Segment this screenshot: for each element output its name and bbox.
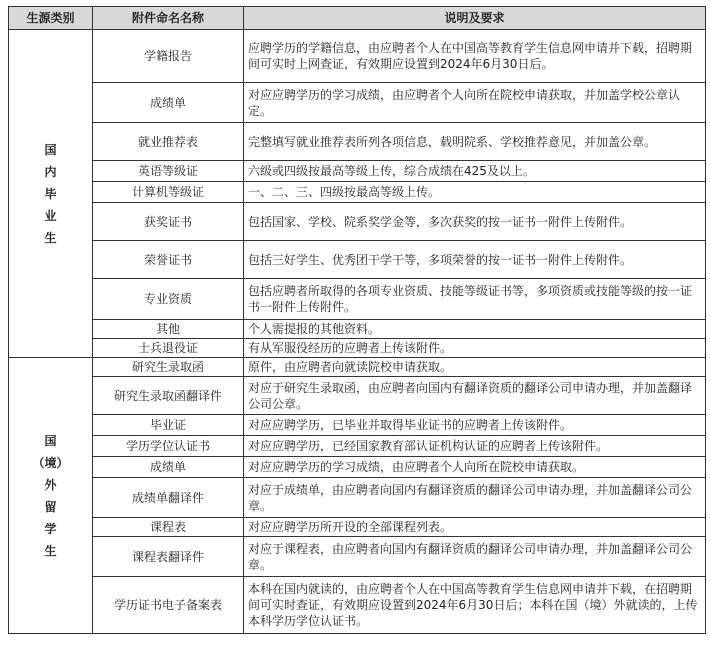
header-description: 说明及要求 [244, 7, 706, 30]
table-row [9, 457, 706, 478]
header-category: 生源类别 [9, 7, 93, 30]
category-line: 留 [44, 499, 57, 514]
attachment-description: 一、二、三、四级按最高等级上传。 [244, 182, 706, 203]
category-domestic-graduates [9, 30, 93, 358]
category-line: 内 [44, 164, 57, 179]
attachment-name: 学历证书电子备案表 [93, 577, 244, 634]
category-line: 国 [44, 433, 57, 448]
attachment-description: 对应应聘学历，已经国家教育部认证机构认证的应聘者上传该附件。 [244, 436, 706, 457]
category-line: 外 [44, 477, 57, 492]
category-line: 业 [44, 208, 57, 223]
table-row [9, 123, 706, 161]
category-line: （境） [32, 455, 69, 470]
attachment-name: 专业资质 [93, 279, 244, 320]
attachment-description: 个人需提报的其他资料。 [244, 320, 706, 339]
header-attachment-name: 附件命名名称 [93, 7, 244, 30]
attachment-description: 对应于成绩单，由应聘者向国内有翻译资质的翻译公司申请办理，并加盖翻译公司公章。 [244, 478, 706, 518]
attachment-description: 包括三好学生、优秀团干学干等，多项荣誉的按一证书一附件上传附件。 [244, 241, 706, 279]
table-row [9, 518, 706, 537]
table-row [9, 203, 706, 241]
table-row [9, 415, 706, 436]
attachment-description: 对应应聘学历，已毕业并取得毕业证书的应聘者上传该附件。 [244, 415, 706, 436]
attachment-name: 就业推荐表 [93, 123, 244, 161]
category-line: 学 [44, 521, 57, 536]
attachment-description: 对应应聘学历所开设的全部课程列表。 [244, 518, 706, 537]
attachment-name: 获奖证书 [93, 203, 244, 241]
attachment-name: 士兵退役证 [93, 339, 244, 358]
category-line: 生 [44, 543, 57, 558]
attachment-description: 原件，由应聘者向就读院校申请获取。 [244, 358, 706, 377]
attachment-name: 英语等级证 [93, 161, 244, 182]
category-line: 生 [44, 230, 57, 245]
table-row [9, 436, 706, 457]
attachment-description: 对应于研究生录取函，由应聘者向国内有翻译资质的翻译公司申请办理，并加盖翻译公司公章。 [244, 377, 706, 415]
attachment-description: 本科在国内就读的，由应聘者个人在中国高等教育学生信息网申请并下载，在招聘期间可实时查证，有效期应设置到2024年6月30日后；本科在国（境）外就读的，上传本科学历学位认证书。 [244, 577, 706, 634]
table-row [9, 358, 706, 377]
attachment-description: 包括应聘者所取得的各项专业资质、技能等级证书等，多项资质或技能等级的按一证书一附件上传附件。 [244, 279, 706, 320]
attachment-requirements-table [8, 6, 706, 634]
attachment-name: 成绩单翻译件 [93, 478, 244, 518]
attachment-name: 计算机等级证 [93, 182, 244, 203]
header-row [9, 7, 706, 30]
attachment-name: 研究生录取函翻译件 [93, 377, 244, 415]
category-line: 国 [44, 142, 57, 157]
attachment-description: 对应应聘学历的学习成绩，由应聘者个人向所在院校申请获取，并加盖学校公章认定。 [244, 83, 706, 123]
attachment-name: 其他 [93, 320, 244, 339]
table-row [9, 30, 706, 83]
table-row [9, 279, 706, 320]
attachment-description: 包括国家、学校、院系奖学金等，多次获奖的按一证书一附件上传附件。 [244, 203, 706, 241]
attachment-name: 毕业证 [93, 415, 244, 436]
category-line: 毕 [44, 186, 57, 201]
attachment-description: 对应于课程表，由应聘者向国内有翻译资质的翻译公司申请办理，并加盖翻译公司公章。 [244, 537, 706, 577]
attachment-description: 完整填写就业推荐表所列各项信息，载明院系、学校推荐意见，并加盖公章。 [244, 123, 706, 161]
attachment-name: 课程表 [93, 518, 244, 537]
attachment-name: 成绩单 [93, 457, 244, 478]
attachment-description: 六级或四级按最高等级上传，综合成绩在425及以上。 [244, 161, 706, 182]
table-row [9, 377, 706, 415]
attachment-name: 学历学位认证书 [93, 436, 244, 457]
table-row [9, 161, 706, 182]
attachment-name: 荣誉证书 [93, 241, 244, 279]
attachment-description: 有从军服役经历的应聘者上传该附件。 [244, 339, 706, 358]
attachment-name: 课程表翻译件 [93, 537, 244, 577]
attachment-name: 学籍报告 [93, 30, 244, 83]
table-row [9, 478, 706, 518]
table-row [9, 320, 706, 339]
table-row [9, 577, 706, 634]
table-row [9, 537, 706, 577]
attachment-description: 应聘学历的学籍信息，由应聘者个人在中国高等教育学生信息网申请并下载，招聘期间可实时上网查证，有效期应设置到2024年6月30日后。 [244, 30, 706, 83]
table-row [9, 241, 706, 279]
table-row [9, 339, 706, 358]
attachment-name: 研究生录取函 [93, 358, 244, 377]
attachment-description: 对应应聘学历的学习成绩，由应聘者个人向所在院校申请获取。 [244, 457, 706, 478]
category-overseas-students [9, 358, 93, 634]
table-row [9, 83, 706, 123]
attachment-name: 成绩单 [93, 83, 244, 123]
table-row [9, 182, 706, 203]
